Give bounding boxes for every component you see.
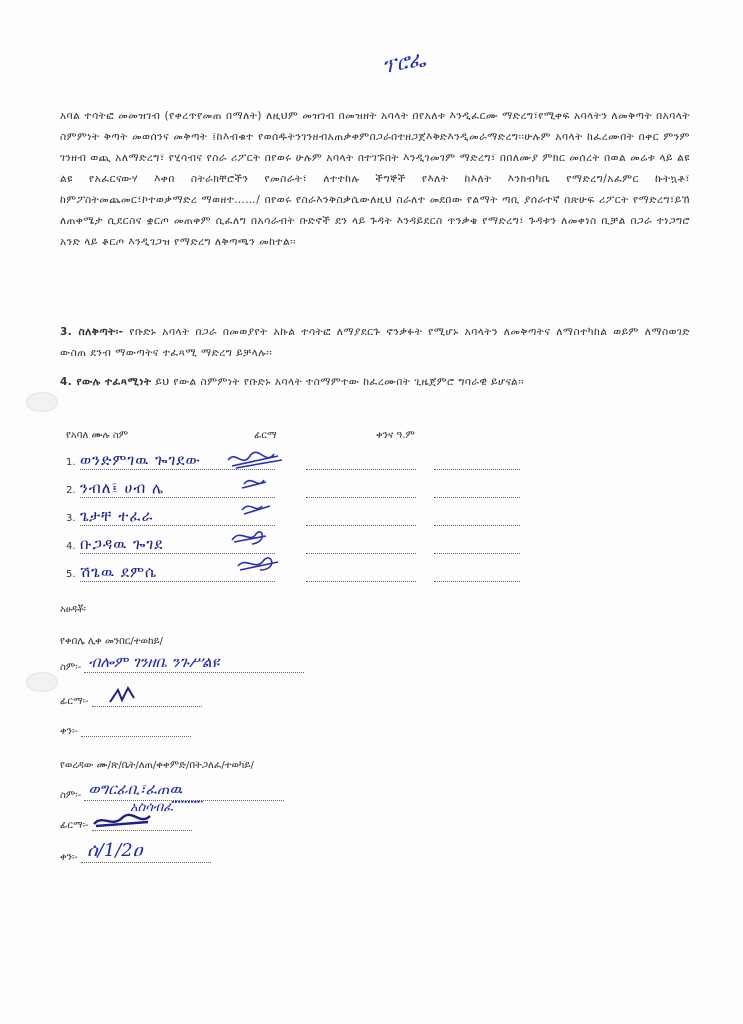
signature-mark [228, 452, 282, 468]
paragraph-enforcement [60, 372, 690, 416]
member-number: 2. [66, 485, 76, 496]
paragraph-penalty-text: የቡድኑ አባላት በጋራ በመወያየት አኩል ተሳትፎ ለማያደርጉ ኖንቃፉት የሚሆኑ አባላትን ለመቅጣትና ለማስተካከል ወይም ለማስወገድ ውስጠ ደንብ ማውጣትና ተፈጻሚ ማድረግ ይቻላሉ፡፡ [60, 326, 690, 359]
member-number: 5. [66, 569, 76, 580]
approver1-sign-field [60, 696, 202, 707]
year-line [434, 525, 520, 526]
member-name: ወንድምገዉ ጐገደው [80, 451, 201, 469]
witnesses-label: አፀዳቾ፡ [60, 604, 86, 615]
column-header-name: የአባለ ሙሉ ስም [66, 430, 129, 441]
signature-mark [232, 532, 266, 544]
approver2-sign-label: ፊርማ፡- [60, 820, 89, 831]
approver1-date-line [81, 736, 191, 737]
member-number: 3. [66, 513, 76, 524]
date-line [306, 497, 416, 498]
approver1-sign-line [92, 706, 202, 707]
paragraph-penalty-heading: 3. ስለቅጣት፡- [60, 326, 124, 338]
approver1-sign-label: ፊርማ፡- [60, 696, 89, 707]
column-header-date: ቀንና ዓ.ም [376, 430, 415, 441]
member-row [66, 448, 526, 470]
paragraph-responsibilities: አባል ተሳትፎ መመዝገብ (የቀረጥየመጠ በማለት) ለዚህም መዝገብ በመዝዘት አባላት በየአለቱ እንዲፈርሙ ማድረግ፣የሚቀፍ አባላትን ለመቅጣት በአባላት ስምምነት ቅጣት መወሰንና መቅጣት ፤ከእብቁተ የወሰዱትንገንዘብአጠቃቀምበጋራበተዘጋጀእቅድእንዲመራማድረግ፡፡ሁሉም አባላት ከፈረሙበት በቀር ምንም ገንዘብ ወጪ አለማድረግ፣ የሂሳብና የስራ ሪፖርት በየወሩ ሁሉም አባላት በተገኙበት እንዲገመገም ማድረግ፣ በበለሙያ ምክር መሰረት በወል መሬቱ ላይ ልዩ ልዩ የአፈርናውሃ እቀበ ስትራክቸሮችን የመስራት፣ ለተተከሉ ችግኞች የእለት ከእለት እንክብካቤ የማድረግ/አፈምር ኩትኳቶ፣ ከምፖስትመጨመር፣ኮተወቃማድረ ማወዘተ……/ በየወሩ የስራእንቅስቃሴውለዚህ ስራለተ መደበው የልማት ጣቢ ያሰራተኛ በጽሁፍ ሪፖርት የማድረግ፣ይኸ ለጠቀሜታ ሲደርስና ቋርጦ መጠቀም ሲፈለግ በአሳራብት ቡድኖች ደን ላይ ጉዳት እንዳይደርስ ጥንቃቄ የማድረግ፣ ጉዳቱን ለመቀነስ ቢቻል በጋራ ተነጋግሮ አንድ ላይ ቆርጦ እንዲገጋዝ የማድረግ ለቅጣጫን መከተል፡፡ [60, 110, 690, 248]
approver1-name-field [60, 653, 304, 673]
approver2-date-label: ቀን፡- [60, 852, 78, 863]
approver1-date-field [60, 726, 191, 737]
date-line [306, 553, 416, 554]
approver1-name-value: ብሎም ገንዘቤ ንጉሥልዩ [88, 653, 220, 671]
member-row [66, 560, 526, 582]
approver1-date-label: ቀን፡- [60, 726, 78, 737]
member-number: 1. [66, 457, 76, 468]
approver2-sign-field [60, 820, 192, 831]
approver1-title: የቀበሌ ሊቀ መንበር/ተወከይ/ [60, 636, 164, 647]
approver2-date-line [81, 840, 211, 863]
member-name: ሽጌዉ ደምሴ [80, 563, 158, 581]
punch-hole-bottom [26, 672, 58, 692]
member-name: ቡጋዳዉ ጐገደ [80, 535, 164, 553]
approver2-name-label: ስም፡- [60, 790, 82, 801]
approver2-name-value-second-line: አስሳብፈ ፟፟፟ ፟ ፟ ፟ ፟ ፟ ፟ ፟፟፟ ፟ [130, 800, 203, 815]
approver2-signature [92, 812, 152, 830]
year-line [434, 469, 520, 470]
member-signatures [222, 448, 292, 588]
approver2-date-field [60, 840, 211, 863]
approver2-date-value: ሰ/1/2ዐ [87, 840, 143, 861]
member-row [66, 504, 526, 526]
approver1-name-line [84, 653, 304, 673]
member-name: ጌታቸ ተፈራ [80, 507, 154, 525]
punch-hole-top [26, 392, 58, 412]
approver1-name-label: ስም፡- [60, 662, 82, 673]
date-line [306, 525, 416, 526]
date-line [306, 581, 416, 582]
date-line [306, 469, 416, 470]
approver1-signature [108, 686, 138, 706]
column-header-signature: ፊርማ [254, 430, 277, 441]
signature-mark [242, 506, 270, 514]
handwritten-header-mark: ፕሮፌ [379, 45, 428, 79]
approver2-sign-line [92, 830, 192, 831]
approver2-title: የወረዳው ሙ/ጽ/ቤት/ለጠ/ቀቀምድ/በትጋለፈ/ተወካይ/ [60, 760, 254, 771]
member-name: ንብለ፤ ሀብ ሌ [80, 479, 165, 497]
year-line [434, 581, 520, 582]
paragraph-enforcement-text: ይህ የውል ስምምነት የቡድኑ አባላት ተስማምተው ከፈረሙበት ጊዜጀምሮ ግባራዊ ይሆናል፡፡ [155, 376, 525, 388]
member-row [66, 532, 526, 554]
year-line [434, 553, 520, 554]
member-row [66, 476, 526, 498]
approver2-name-value: ወግርፊቢ፣ፈጠዉ [88, 780, 183, 798]
paragraph-enforcement-heading: 4. የውሉ ተፈጻሚነት [60, 376, 152, 388]
signature-mark [238, 558, 278, 570]
member-number: 4. [66, 541, 76, 552]
signature-mark [242, 480, 266, 488]
paragraph-penalty [60, 322, 690, 366]
year-line [434, 497, 520, 498]
